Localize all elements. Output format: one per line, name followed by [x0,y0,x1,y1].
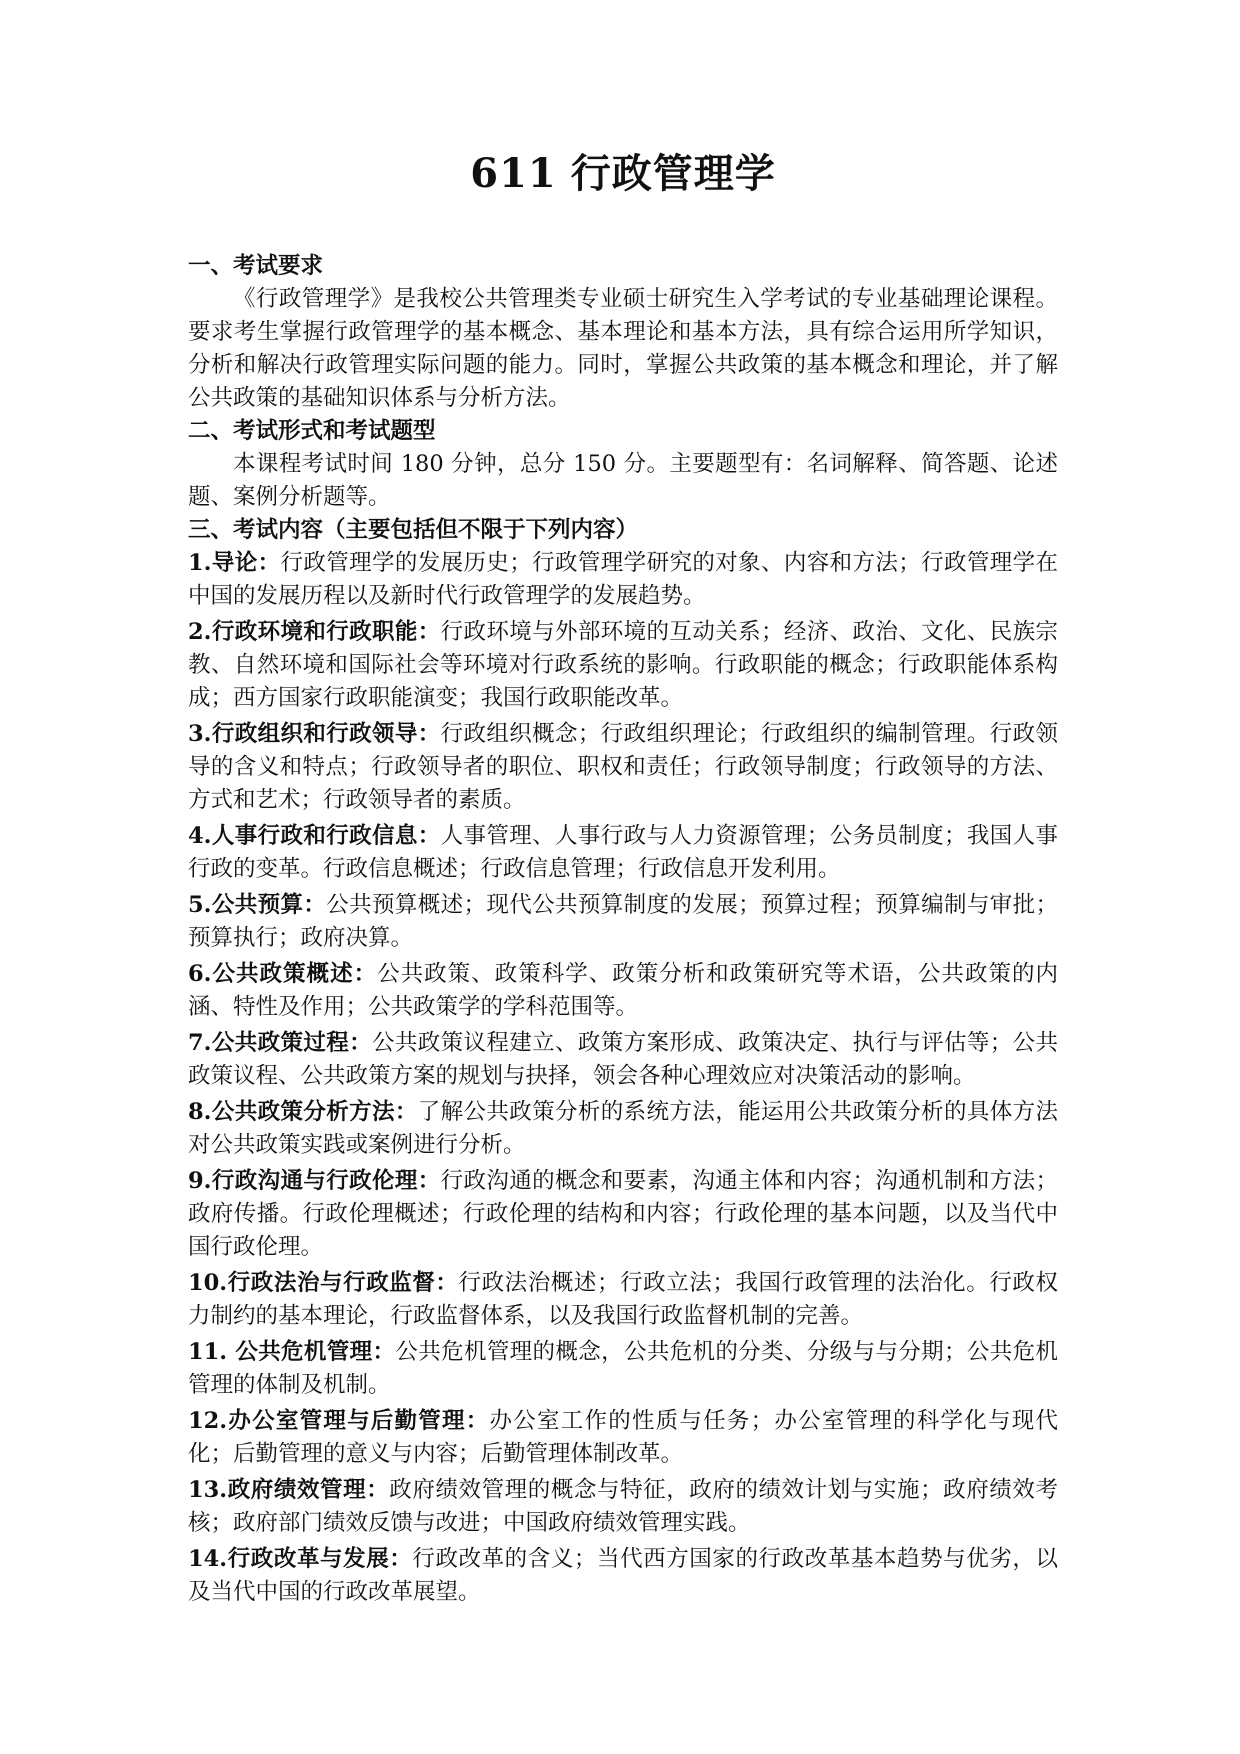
topic-body: 公共危机管理的概念，公共危机的分类、分级与与分期；公共危机管理的体制及机制。 [188,1339,1058,1398]
topic-body: 公共预算概述；现代公共预算制度的发展；预算过程；预算编制与审批；预算执行；政府决算。 [188,892,1058,951]
topic-item [188,1267,1058,1333]
topic-item [188,889,1058,955]
topic-body: 行政法治概述；行政立法；我国行政管理的法治化。行政权力制约的基本理论，行政监督体系，以及我国行政监督机制的完善。 [188,1270,1058,1329]
topic-body: 政府绩效管理的概念与特征，政府的绩效计划与实施；政府绩效考核；政府部门绩效反馈与改进；中国政府绩效管理实践。 [188,1477,1058,1536]
section-heading: 二、考试形式和考试题型 [188,418,436,444]
topic-title: 9.行政沟通与行政伦理： [188,1168,441,1194]
section-exam-format [188,415,1058,514]
topic-title: 5.公共预算： [188,892,327,918]
topic-title: 2.行政环境和行政职能： [188,619,441,645]
course-code: 611 [470,150,557,197]
topic-body: 了解公共政策分析的系统方法，能运用公共政策分析的具体方法对公共政策实践或案例进行分析。 [188,1099,1058,1158]
page-title [188,150,1058,198]
topic-title: 3.行政组织和行政领导： [188,721,441,747]
topic-item [188,958,1058,1024]
topic-title: 4.人事行政和行政信息： [188,823,441,849]
topic-body: 人事管理、人事行政与人力资源管理；公务员制度；我国人事行政的变革。行政信息概述；行政信息管理；行政信息开发利用。 [188,823,1058,882]
topic-item [188,1165,1058,1264]
section-exam-requirements [188,250,1058,415]
topic-item [188,1336,1058,1402]
topic-body: 行政沟通的概念和要素，沟通主体和内容；沟通机制和方法；政府传播。行政伦理概述；行政伦理的结构和内容；行政伦理的基本问题，以及当代中国行政伦理。 [188,1168,1058,1260]
topic-title: 14.行政改革与发展： [188,1546,413,1572]
topic-title: 8.公共政策分析方法： [188,1099,418,1125]
topic-body: 行政环境与外部环境的互动关系；经济、政治、文化、民族宗教、自然环境和国际社会等环境对行政系统的影响。行政职能的概念；行政职能体系构成；西方国家行政职能演变；我国行政职能改革。 [188,619,1058,711]
topic-item [188,718,1058,817]
topic-item [188,1027,1058,1093]
topic-body: 行政管理学的发展历史；行政管理学研究的对象、内容和方法；行政管理学在中国的发展历程以及新时代行政管理学的发展趋势。 [188,550,1058,609]
topic-item [188,1405,1058,1471]
course-name: 行政管理学 [570,150,776,197]
topic-title: 13.政府绩效管理： [188,1477,390,1503]
topic-body: 办公室工作的性质与任务；办公室管理的科学化与现代化；后勤管理的意义与内容；后勤管理体制改革。 [188,1408,1058,1467]
topic-item [188,1096,1058,1162]
section-paragraph: 《行政管理学》是我校公共管理类专业硕士研究生入学考试的专业基础理论课程。要求考生掌握行政管理学的基本概念、基本理论和基本方法，具有综合运用所学知识，分析和解决行政管理实际问题的能力。同时，掌握公共政策的基本概念和理论，并了解公共政策的基础知识体系与分析方法。 [188,286,1058,411]
section-paragraph: 本课程考试时间 180 分钟，总分 150 分。主要题型有：名词解释、简答题、论述题、案例分析题等。 [188,451,1058,510]
document-page [188,150,1058,1612]
section-heading: 三、考试内容（主要包括但不限于下列内容） [188,517,639,543]
topic-body: 公共政策、政策科学、政策分析和政策研究等术语，公共政策的内涵、特性及作用；公共政策学的学科范围等。 [188,961,1058,1020]
topic-title: 6.公共政策概述： [188,961,378,987]
topic-body: 行政改革的含义；当代西方国家的行政改革基本趋势与优劣，以及当代中国的行政改革展望。 [188,1546,1058,1605]
topic-title: 10.行政法治与行政监督： [188,1270,459,1296]
topic-body: 行政组织概念；行政组织理论；行政组织的编制管理。行政领导的含义和特点；行政领导者的职位、职权和责任；行政领导制度；行政领导的方法、方式和艺术；行政领导者的素质。 [188,721,1058,813]
topic-item [188,547,1058,613]
topic-item [188,1474,1058,1540]
topic-item [188,616,1058,715]
topic-item [188,1543,1058,1609]
section-exam-content [188,514,1058,1609]
topic-title: 1.导论： [188,550,281,576]
topic-body: 公共政策议程建立、政策方案形成、政策决定、执行与评估等；公共政策议程、公共政策方案的规划与抉择，领会各种心理效应对决策活动的影响。 [188,1030,1058,1089]
topic-item [188,820,1058,886]
section-heading: 一、考试要求 [188,253,324,279]
topic-title: 12.办公室管理与后勤管理： [188,1408,490,1434]
topic-title: 11. 公共危机管理： [188,1339,396,1365]
topic-title: 7.公共政策过程： [188,1030,373,1056]
